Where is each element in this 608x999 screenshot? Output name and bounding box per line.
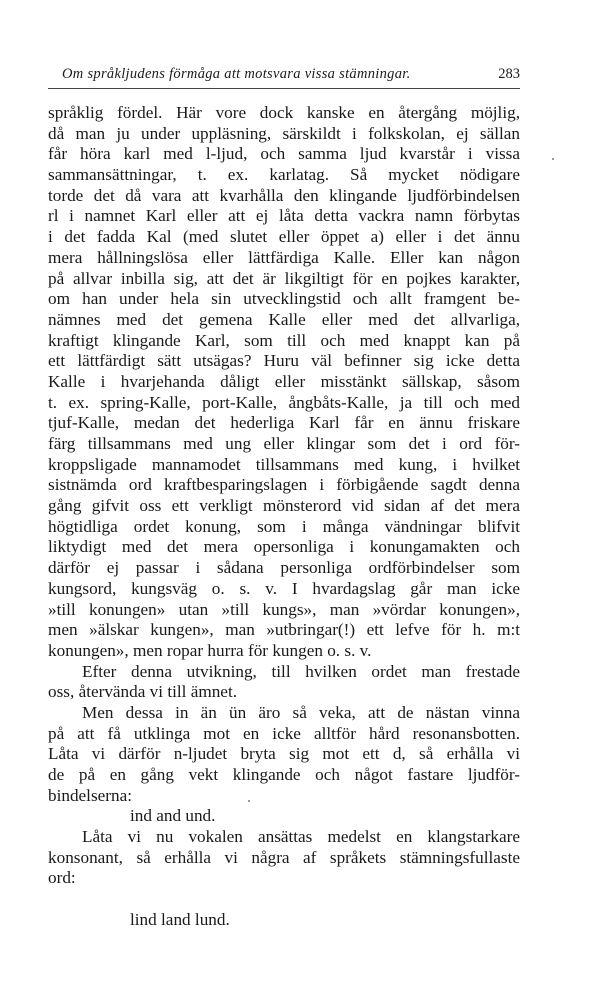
text-line: kraftigt klingande Karl, som till och med knappt kan på xyxy=(48,330,520,350)
text-line: Efter denna utvikning, till hvilken ordet man frestade xyxy=(82,661,520,681)
text-line: men »älskar kungen», man »utbringar(!) ett lefve för h. m:t xyxy=(48,620,520,640)
spacer xyxy=(48,889,520,910)
text-line: nämnes med det gemena Kalle eller med det allvarliga, xyxy=(48,309,520,329)
text-line: liktydigt med det mera opersonliga i konungamakten och xyxy=(48,537,520,557)
text-line: därför ej passar i sådana personliga ordförbindelser som xyxy=(48,558,520,578)
text-line: språklig fördel. Här vore dock kanske en återgång möjlig, xyxy=(48,103,520,122)
text-line: »till konungen» utan »till kungs», man »vördar konungen», xyxy=(48,599,520,619)
text-line: bindelserna: xyxy=(48,785,132,805)
text-line: konungen», men ropar hurra för kungen o. s. v. xyxy=(48,640,372,660)
print-speck xyxy=(248,800,250,802)
text-line: tjuf-Kalle, medan det hederliga Karl får en ännu friskare xyxy=(48,413,520,433)
text-line: ett lättfärdigt sätt utsägas? Huru väl befinner sig icke detta xyxy=(48,351,520,371)
text-line: på att få utklinga mot en icke alltför hård resonansbotten. xyxy=(48,723,520,743)
text-line: oss, återvända vi till ämnet. xyxy=(48,682,238,702)
text-line: sammansättningar, t. ex. karlatag. Så mycket nödigare xyxy=(48,165,520,185)
text-line: ord: xyxy=(48,868,76,888)
text-line: högtidliga ordet konung, som i många vändningar blifvit xyxy=(48,516,520,536)
page-number: 283 xyxy=(498,66,520,82)
text-line: kroppsligade mannamodet tillsammans med kung, i hvilket xyxy=(48,454,520,474)
text-line: får höra karl med l-ljud, och samma ljud kvarstår i vissa xyxy=(48,144,520,164)
text-line: konsonant, så erhålla vi några af språkets stämningsfullaste xyxy=(48,847,520,867)
text-line: på allvar inbilla sig, att det är likgiltigt för en pojkes karakter, xyxy=(48,268,520,288)
print-speck xyxy=(552,158,554,160)
body-text xyxy=(48,103,520,931)
text-line: färg tillsammans med ung eller klingar som det i ord för- xyxy=(48,434,520,453)
text-line: de på en gång vekt klingande och något fastare ljudför- xyxy=(48,765,520,784)
text-line: i det fadda Kal (med slutet eller öppet a) eller i det ännu xyxy=(48,227,520,247)
text-line: kungsord, kungsväg o. s. v. I hvardagslag går man icke xyxy=(48,578,520,598)
text-line: Låta vi därför n-ljudet bryta sig mot ett d, så erhålla vi xyxy=(48,744,520,764)
text-line: rl i namnet Karl eller att ej låta detta vackra namn förbytas xyxy=(48,206,520,226)
text-line: Kalle i hvarjehanda dåligt eller misstänkt sällskap, såsom xyxy=(48,371,520,391)
running-title: Om språkljudens förmåga att motsvara vissa stämningar. xyxy=(62,66,411,82)
text-line: gång gifvit oss ett verkligt mönsterord vid sidan af det mera xyxy=(48,496,520,516)
text-line: mera hållningslösa eller lättfärdiga Kalle. Eller kan någon xyxy=(48,247,520,267)
text-line: då man ju under uppläsning, särskildt i folkskolan, ej sällan xyxy=(48,123,520,143)
text-line: Men dessa in än ün äro så veka, att de nästan vinna xyxy=(82,702,520,722)
text-line: torde det då vara att kvarhålla den klingande ljudförbindelsen xyxy=(48,185,520,205)
text-line: Låta vi nu vokalen ansättas medelst en klangstarkare xyxy=(82,827,520,847)
text-line: t. ex. spring-Kalle, port-Kalle, ångbåts-Kalle, ja till och med xyxy=(48,392,520,412)
text-line: sistnämda ord kraftbesparingslagen i förbigående sagdt denna xyxy=(48,475,520,495)
example-line: lind land lund. xyxy=(130,909,230,929)
page-header xyxy=(48,66,520,89)
text-line: om han under hela sin utvecklingstid och allt framgent be- xyxy=(48,289,520,309)
example-line: ind and und. xyxy=(130,806,216,826)
